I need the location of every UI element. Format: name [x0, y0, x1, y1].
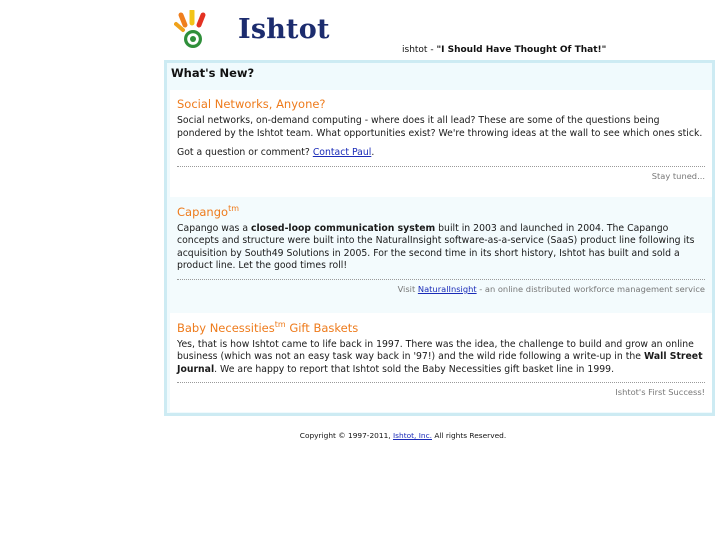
body-text: Yes, that is how Ishtot came to life back in 1997. There was the idea, the challenge to build and grow an online business (which was not an easy task way back in '97!) and the wild ride following a write-up in the: [177, 338, 694, 363]
trademark-sup: tm: [274, 320, 286, 329]
copyright-text: All rights Reserved.: [432, 431, 507, 440]
item-title: [177, 204, 705, 219]
item-title: Social Networks, Anyone?: [177, 97, 326, 111]
copyright-text: Copyright © 1997-2011,: [299, 431, 393, 440]
item-footer: Ishtot's First Success!: [615, 387, 705, 398]
item-body: [177, 223, 705, 273]
naturalinsight-link[interactable]: NaturalInsight: [417, 283, 477, 294]
body-text: . We are happy to report that Ishtot sold the Baby Necessities gift basket line in 1999.: [214, 363, 615, 375]
panel-heading: What's New?: [171, 66, 255, 80]
item-body: [177, 339, 705, 377]
footer-suffix: - an online distributed workforce management service: [476, 283, 705, 294]
tagline: [402, 45, 606, 55]
news-item-capango: [170, 197, 712, 313]
title-text: Gift Baskets: [285, 320, 359, 335]
copyright-footer: [0, 431, 727, 440]
contact-prefix: Got a question or comment?: [177, 147, 310, 158]
tagline-text: "I Should Have Thought Of That!": [436, 45, 607, 55]
trademark-sup: tm: [228, 204, 239, 213]
title-text: Baby Necessities: [177, 320, 275, 335]
contact-paul-link[interactable]: Contact Paul: [312, 147, 372, 158]
company-link[interactable]: Ishtot, Inc.: [392, 431, 432, 440]
body-text: built in 2003 and launched in 2004. The Capango concepts and structure were built into the NaturalInsight software-as-a-service (SaaS) product line following its acquisition by South49 Solutions in 2005. For the second time in its short history, Ishtot has built and sold a product line. Let the good times roll!: [177, 222, 695, 272]
tagline-prefix: ishtot -: [402, 45, 437, 55]
news-item-baby-necessities: [170, 313, 712, 412]
whats-new-panel: [164, 60, 715, 416]
item-footer: Stay tuned...: [651, 170, 705, 181]
item-body: Social networks, on-demand computing - where does it all lead? These are some of the questions being pondered by the Ishtot team. What opportunities exist? We're throwing ideas at the wall to see which ones stick.: [177, 115, 703, 139]
ishtot-logo-icon[interactable]: [174, 10, 210, 50]
news-item-social-networks: [170, 90, 712, 197]
body-text: Capango was a: [177, 222, 251, 234]
title-text: Capango: [177, 204, 229, 219]
item-footer: [177, 280, 705, 300]
item-title: [177, 320, 705, 335]
brand-name[interactable]: Ishtot: [238, 14, 330, 45]
body-bold: Wall Street Journal: [177, 351, 703, 375]
item-contact: Got a question or comment? Contact Paul.: [177, 147, 375, 158]
body-bold: closed-loop communication system: [250, 222, 436, 234]
footer-prefix: Visit: [397, 283, 418, 294]
